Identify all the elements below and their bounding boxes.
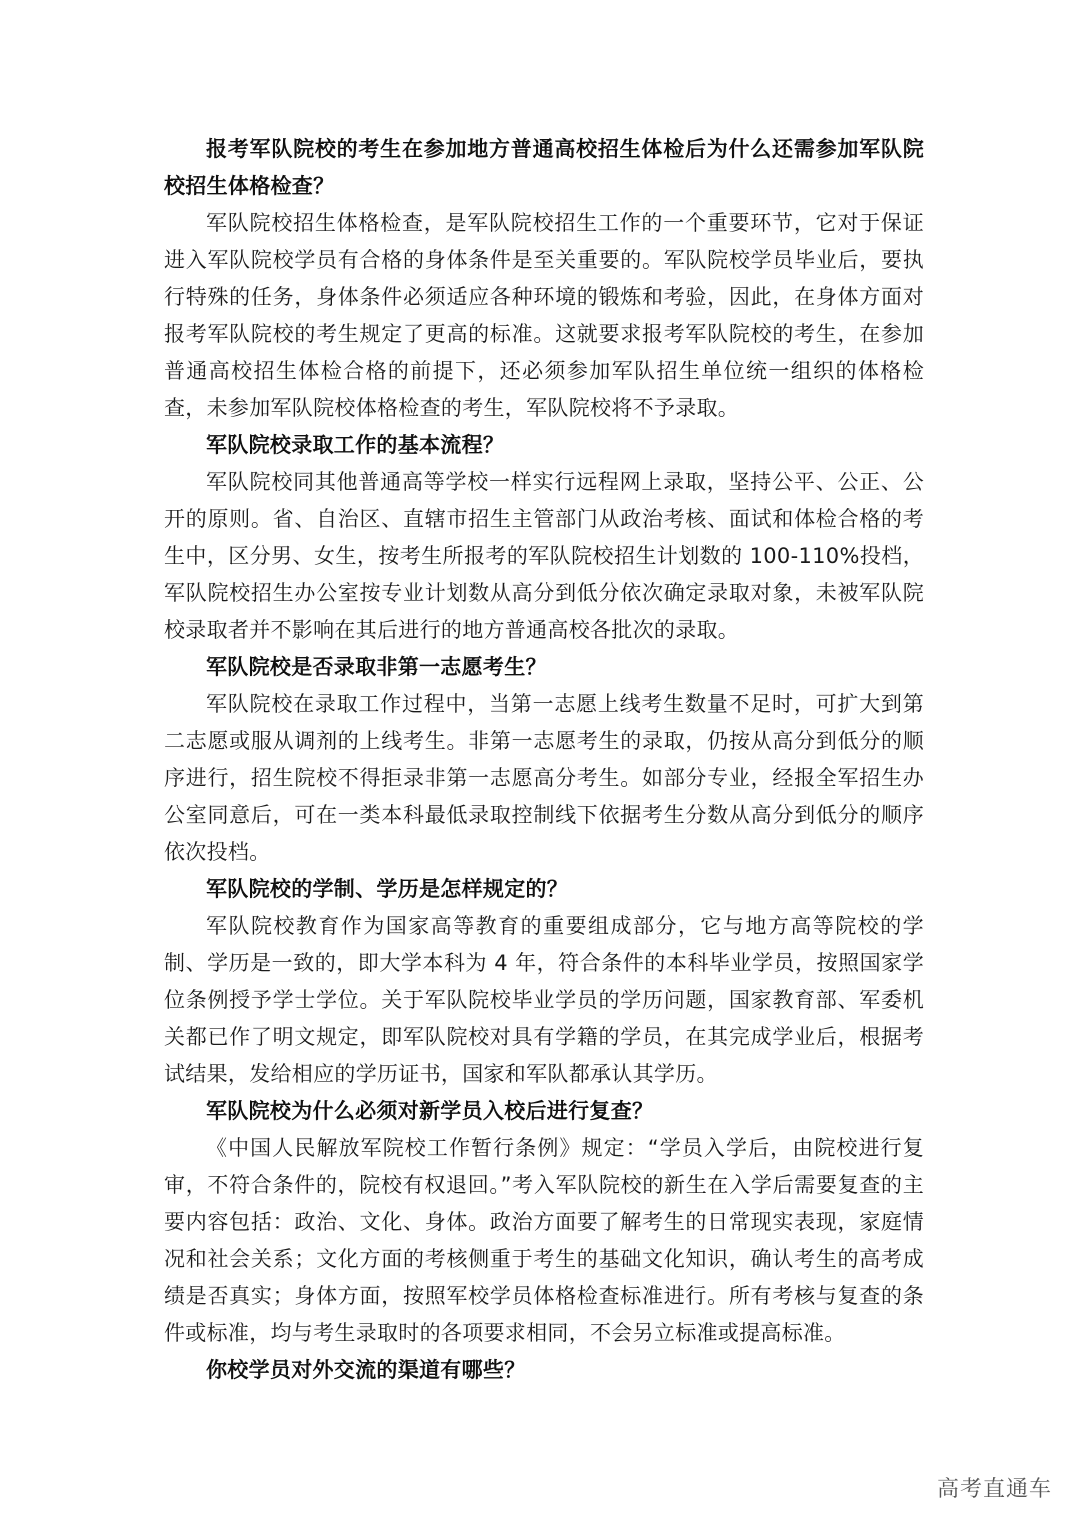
section-heading-physical-exam: 报考军队院校的考生在参加地方普通高校招生体检后为什么还需参加军队院校招生体格检查？ (164, 137, 924, 198)
section-heading-admission-process: 军队院校录取工作的基本流程？ (206, 433, 505, 457)
section-heading-reexamination: 军队院校为什么必须对新学员入校后进行复查？ (206, 1099, 654, 1123)
section-body-reexamination: 《中国人民解放军院校工作暂行条例》规定：“学员入学后，由院校进行复审，不符合条件的，院校有权退回。”考入军队院校的新生在入学后需要复查的主要内容包括：政治、文化、身体。政治方面要了解考生的日常现实表现，家庭情况和社会关系；文化方面的考核侧重于考生的基础文化知识，确认考生的高考成绩是否真实；身体方面，按照军校学员体格检查标准进行。所有考核与复查的条件或标准，均与考生录取时的各项要求相同，不会另立标准或提高标准。 (164, 1136, 924, 1345)
document-page (164, 131, 924, 1389)
section-body-education-system: 军队院校教育作为国家高等教育的重要组成部分，它与地方高等院校的学制、学历是一致的，即大学本科为 4 年，符合条件的本科毕业学员，按照国家学位条例授予学士学位。关于军队院校毕业学员的学历问题，国家教育部、军委机关都已作了明文规定，即军队院校对具有学籍的学员，在其完成学业后，根据考试结果，发给相应的学历证书，国家和军队都承认其学历。 (164, 914, 924, 1086)
section-heading-education-system: 军队院校的学制、学历是怎样规定的？ (206, 877, 569, 901)
section-body-non-first-choice: 军队院校在录取工作过程中，当第一志愿上线考生数量不足时，可扩大到第二志愿或服从调剂的上线考生。非第一志愿考生的录取，仍按从高分到低分的顺序进行，招生院校不得拒录非第一志愿高分考生。如部分专业，经报全军招生办公室同意后，可在一类本科最低录取控制线下依据考生分数从高分到低分的顺序依次投档。 (164, 692, 924, 864)
section-body-physical-exam: 军队院校招生体格检查，是军队院校招生工作的一个重要环节，它对于保证进入军队院校学员有合格的身体条件是至关重要的。军队院校学员毕业后，要执行特殊的任务，身体条件必须适应各种环境的锻炼和考验，因此，在身体方面对报考军队院校的考生规定了更高的标准。这就要求报考军队院校的考生，在参加普通高校招生体检合格的前提下，还必须参加军队招生单位统一组织的体格检查，未参加军队院校体格检查的考生，军队院校将不予录取。 (164, 211, 924, 420)
section-body-admission-process: 军队院校同其他普通高等学校一样实行远程网上录取，坚持公平、公正、公开的原则。省、自治区、直辖市招生主管部门从政治考核、面试和体检合格的考生中，区分男、女生，按考生所报考的军队院校招生计划数的 100-110%投档，军队院校招生办公室按专业计划数从高分到低分依次确定录取对象，未被军队院校录取者并不影响在其后进行的地方普通高校各批次的录取。 (164, 470, 924, 642)
watermark-text: 高考直通车 (936, 1477, 1052, 1502)
section-heading-external-exchange: 你校学员对外交流的渠道有哪些？ (206, 1358, 526, 1382)
section-heading-non-first-choice: 军队院校是否录取非第一志愿考生？ (206, 655, 547, 679)
